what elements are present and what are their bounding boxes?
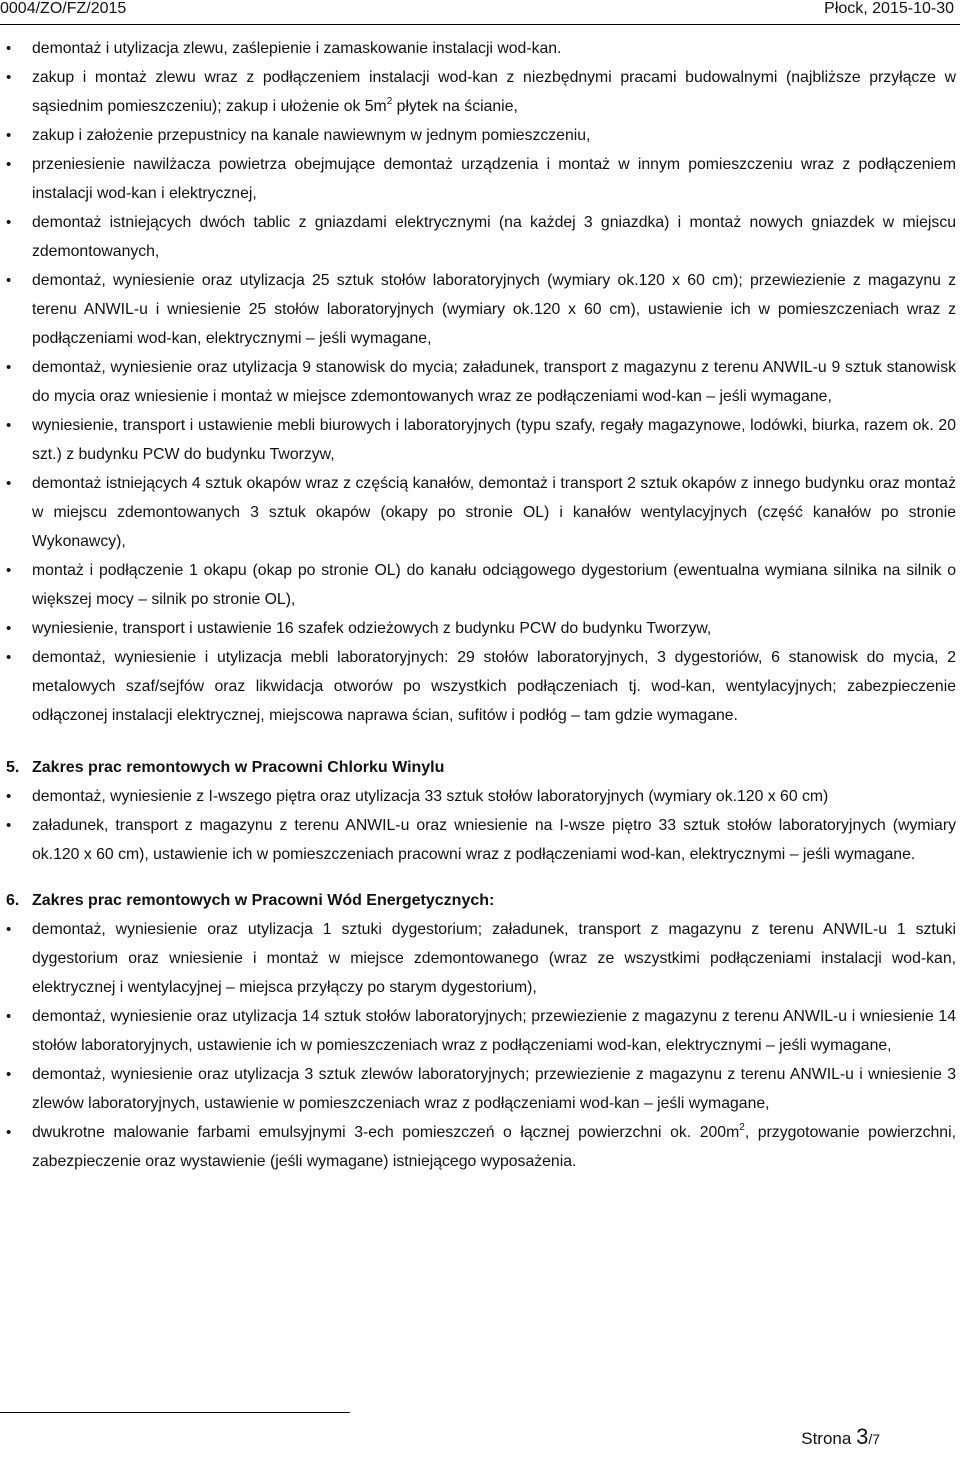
bullet-icon: • xyxy=(6,214,12,231)
list-item xyxy=(0,1060,960,1118)
page-number: 3 xyxy=(856,1424,869,1449)
document-code: 0004/ZO/FZ/2015 xyxy=(0,0,127,17)
list-item-text: wyniesienie, transport i ustawienie mebli biurowych i laboratoryjnych (typu szafy, regały magazynowe, lodówki, biurka, razem ok. 20 szt.) z budynku PCW do budynku Tworzyw, xyxy=(32,417,956,463)
bullet-icon: • xyxy=(6,620,12,637)
bullet-icon: • xyxy=(6,1066,12,1083)
section-title: Zakres prac remontowych w Pracowni Chlorku Winylu xyxy=(32,759,445,776)
list-item-text: demontaż, wyniesienie oraz utylizacja 25 sztuk stołów laboratoryjnych (wymiary ok.120 x 60 cm); przewiezienie z magazynu z terenu ANWIL-u i wniesienie 25 stołów laboratoryjnych (wymiary ok.120 x 60 cm), ustawienie ich w pomieszczeniach wraz z podłączeniami wod-kan, elektrycznymi – jeśli wymagane, xyxy=(32,272,956,347)
list-item-text: zakup i montaż zlewu wraz z podłączeniem instalacji wod-kan z niezbędnymi pracami budowalnymi (najbliższe przyłącze w sąsiednim pomieszczeniu); zakup i ułożenie ok 5m xyxy=(32,69,956,115)
bullet-icon: • xyxy=(6,359,12,376)
list-item-text: demontaż i utylizacja zlewu, zaślepienie i zamaskowanie instalacji wod-kan. xyxy=(32,40,562,57)
list-item-text: demontaż, wyniesienie i utylizacja mebli laboratoryjnych: 29 stołów laboratoryjnych, 3 dygestoriów, 6 stanowisk do mycia, 2 metalowych szaf/sejfów oraz likwidacja otworów po wszystkich podłączeniach tj. wod-kan, wentylacyjnych; zabezpieczenie odłączonej instalacji elektrycznej, miejscowa naprawa ścian, sufitów i podłóg – tam gdzie wymagane. xyxy=(32,649,956,724)
list-item xyxy=(0,915,960,1002)
list-item-text-tail: płytek na ścianie, xyxy=(392,98,518,115)
section-6-list xyxy=(0,915,960,1176)
list-item-text: demontaż, wyniesienie oraz utylizacja 9 stanowisk do mycia; załadunek, transport z magazynu z terenu ANWIL-u 9 sztuk stanowisk do mycia oraz wniesienie i montaż w miejsce zdemontowanych wraz ze podłączeniami wod-kan – jeśli wymagane, xyxy=(32,359,956,405)
bullet-icon: • xyxy=(6,156,12,173)
list-item-text: załadunek, transport z magazynu z terenu ANWIL-u oraz wniesienie na I-wsze piętro 33 sztuk stołów laboratoryjnych (wymiary ok.120 x 60 cm), ustawienie ich w pomieszczeniach pracowni wraz z podłączeniami wod-kan, elektrycznymi – jeśli wymagane. xyxy=(32,817,956,863)
bullet-icon: • xyxy=(6,1008,12,1025)
header-rule xyxy=(0,24,960,25)
place-date: Płock, 2015-10-30 xyxy=(824,0,954,17)
list-item xyxy=(0,34,960,63)
page-footer xyxy=(801,1424,880,1450)
list-item-text: demontaż, wyniesienie oraz utylizacja 14 sztuk stołów laboratoryjnych; przewiezienie z magazynu z terenu ANWIL-u i wniesienie 14 stołów laboratoryjnych, ustawienie ich w pomieszczeniach wraz z podłączeniami wod-kan, elektrycznymi – jeśli wymagane, xyxy=(32,1008,956,1054)
bullet-icon: • xyxy=(6,649,12,666)
list-item xyxy=(0,1002,960,1060)
list-item xyxy=(0,469,960,556)
bullet-icon: • xyxy=(6,417,12,434)
bullet-icon: • xyxy=(6,1124,12,1141)
bullet-icon: • xyxy=(6,788,12,805)
list-item xyxy=(0,150,960,208)
list-item-text: demontaż istniejących dwóch tablic z gniazdami elektrycznymi (na każdej 3 gniazdka) i montaż nowych gniazdek w miejscu zdemontowanych, xyxy=(32,214,956,260)
page-label: Strona xyxy=(801,1429,857,1448)
bullet-icon: • xyxy=(6,127,12,144)
page-total: /7 xyxy=(868,1431,880,1447)
list-item-text: przeniesienie nawilżacza powietrza obejmujące demontaż urządzenia i montaż w innym pomieszczeniu wraz z podłączeniem instalacji wod-kan i elektrycznej, xyxy=(32,156,956,202)
list-item-text: demontaż istniejących 4 sztuk okapów wraz z częścią kanałów, demontaż i transport 2 sztuk okapów z innego budynku oraz montaż w miejscu zdemontowanych 3 sztuk okapów (okapy po stronie OL) i kanałów wentylacyjnych (część kanałów po stronie Wykonawcy), xyxy=(32,475,956,550)
list-item xyxy=(0,1118,960,1176)
bullet-icon: • xyxy=(6,272,12,289)
list-item-text: demontaż, wyniesienie oraz utylizacja 3 sztuk zlewów laboratoryjnych; przewiezienie z magazynu z terenu ANWIL-u i wniesienie 3 zlewów laboratoryjnych, ustawienie w pomieszczeniach wraz z podłączeniami wod-kan – jeśli wymagane, xyxy=(32,1066,956,1112)
superscript: 2 xyxy=(739,1122,745,1133)
list-item xyxy=(0,353,960,411)
list-item-text: montaż i podłączenie 1 okapu (okap po stronie OL) do kanału odciągowego dygestorium (ewentualna wymiana silnika na silnik o większej mocy – silnik po stronie OL), xyxy=(32,562,956,608)
section-number: 5. xyxy=(6,759,20,776)
bullet-icon: • xyxy=(6,817,12,834)
section-5-heading xyxy=(0,753,960,782)
list-item-text: demontaż, wyniesienie z I-wszego piętra oraz utylizacja 33 sztuk stołów laboratoryjnych (wymiary ok.120 x 60 cm) xyxy=(32,788,829,805)
list-item xyxy=(0,643,960,730)
bullet-icon: • xyxy=(6,921,12,938)
list-item-text-tail: , przygotowanie powierzchni, zabezpieczenie oraz wystawienie (jeśli wymagane) istniejącego wyposażenia. xyxy=(32,1124,956,1170)
section-title: Zakres prac remontowych w Pracowni Wód Energetycznych: xyxy=(32,892,495,909)
bullet-icon: • xyxy=(6,475,12,492)
section-5-list xyxy=(0,782,960,869)
bullet-icon: • xyxy=(6,562,12,579)
list-item-text: zakup i założenie przepustnicy na kanale nawiewnym w jednym pomieszczeniu, xyxy=(32,127,591,144)
section-6-heading xyxy=(0,886,960,915)
list-item xyxy=(0,411,960,469)
document-body xyxy=(0,34,960,1176)
list-item xyxy=(0,63,960,121)
list-item xyxy=(0,782,960,811)
list-item-text: dwukrotne malowanie farbami emulsyjnymi 3-ech pomieszczeń o łącznej powierzchni ok. 200m xyxy=(32,1124,740,1141)
list-item xyxy=(0,556,960,614)
intro-list xyxy=(0,34,960,730)
superscript: 2 xyxy=(386,96,393,107)
list-item xyxy=(0,208,960,266)
list-item xyxy=(0,121,960,150)
list-item xyxy=(0,614,960,643)
section-number: 6. xyxy=(6,892,20,909)
footer-rule xyxy=(0,1412,350,1413)
page-header xyxy=(0,0,960,22)
bullet-icon: • xyxy=(6,69,12,86)
list-item xyxy=(0,266,960,353)
list-item-text: wyniesienie, transport i ustawienie 16 szafek odzieżowych z budynku PCW do budynku Tworzyw, xyxy=(32,620,712,637)
bullet-icon: • xyxy=(6,40,12,57)
list-item-text: demontaż, wyniesienie oraz utylizacja 1 sztuki dygestorium; załadunek, transport z magazynu z terenu ANWIL-u 1 sztuki dygestorium oraz wniesienie i montaż w miejsce zdemontowanego (wraz ze wszystkimi podłączeniami instalacji wod-kan, elektrycznej i wentylacyjnej – miejsca przyłączy po starym dygestorium), xyxy=(32,921,956,996)
list-item xyxy=(0,811,960,869)
